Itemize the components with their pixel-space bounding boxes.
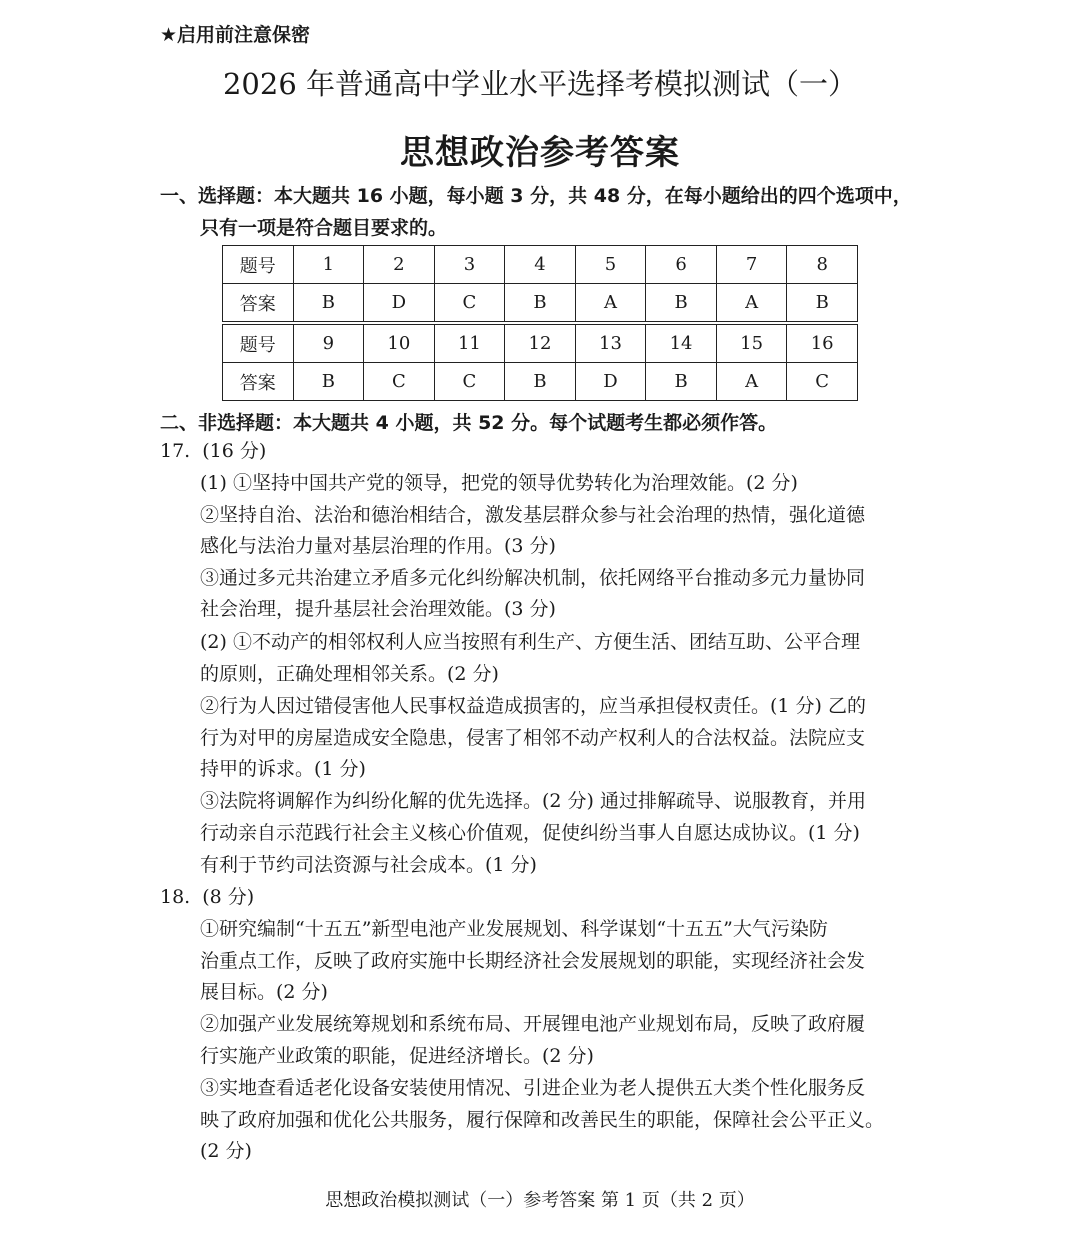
table-row-numbers-2 — [223, 323, 858, 363]
question-number: 5 — [575, 246, 646, 284]
section1-heading-line1: 一、选择题：本大题共 16 小题，每小题 3 分，共 48 分，在每小题给出的四个选项中， — [160, 185, 912, 207]
q18-line: 映了政府加强和优化公共服务，履行保障和改善民生的职能，保障社会公平正义。 — [200, 1109, 885, 1131]
q17-line: 行动亲自示范践行社会主义核心价值观，促使纠纷当事人自愿达成协议。(1 分) — [200, 822, 860, 844]
question-18-header — [160, 882, 254, 914]
question-17-header — [160, 436, 266, 468]
subject-title: 思想政治参考答案 — [400, 133, 680, 173]
q17-line: 社会治理，提升基层社会治理效能。(3 分) — [200, 598, 556, 620]
question-number: 1 — [293, 246, 364, 284]
q17-line: ②行为人因过错侵害他人民事权益造成损害的，应当承担侵权责任。(1 分) 乙的 — [200, 695, 866, 717]
answer-cell: C — [434, 363, 505, 401]
q18-line: ①研究编制“十五五”新型电池产业发展规划、科学谋划“十五五”大气污染防 — [200, 918, 828, 940]
q18-line: 治重点工作，反映了政府实施中长期经济社会发展规划的职能，实现经济社会发 — [200, 950, 866, 972]
question-number: 2 — [364, 246, 435, 284]
q18-line: 展目标。(2 分) — [200, 981, 328, 1003]
answer-cell: B — [505, 363, 576, 401]
answer-cell: A — [716, 363, 787, 401]
answer-cell: A — [575, 284, 646, 324]
answer-cell: D — [575, 363, 646, 401]
answer-cell: D — [364, 284, 435, 324]
question-number: 8 — [787, 246, 858, 284]
answer-cell: B — [646, 363, 717, 401]
answer-cell: B — [505, 284, 576, 324]
question-number-label: 18. — [160, 886, 191, 908]
question-number: 16 — [787, 323, 858, 363]
table-row-answers-1 — [223, 284, 858, 324]
q18-line: ②加强产业发展统筹规划和系统布局、开展锂电池产业规划布局，反映了政府履 — [200, 1013, 866, 1035]
q17-line: (1) ①坚持中国共产党的领导，把党的领导优势转化为治理效能。(2 分) — [200, 472, 798, 494]
question-number: 11 — [434, 323, 505, 363]
row-label: 答案 — [223, 363, 294, 401]
q17-line: 有利于节约司法资源与社会成本。(1 分) — [200, 854, 537, 876]
question-number: 13 — [575, 323, 646, 363]
q18-line: ③实地查看适老化设备安装使用情况、引进企业为老人提供五大类个性化服务反 — [200, 1077, 866, 1099]
answer-cell: B — [293, 284, 364, 324]
question-score: (8 分) — [202, 886, 255, 908]
q17-line: (2) ①不动产的相邻权利人应当按照有利生产、方便生活、团结互助、公平合理 — [200, 631, 860, 653]
q17-line: 行为对甲的房屋造成安全隐患，侵害了相邻不动产权利人的合法权益。法院应支 — [200, 727, 866, 749]
q18-line: 行实施产业政策的职能，促进经济增长。(2 分) — [200, 1045, 594, 1067]
answer-cell: B — [787, 284, 858, 324]
row-label: 答案 — [223, 284, 294, 324]
question-number: 4 — [505, 246, 576, 284]
question-number: 15 — [716, 323, 787, 363]
row-label: 题号 — [223, 246, 294, 284]
row-label: 题号 — [223, 323, 294, 363]
question-number: 6 — [646, 246, 717, 284]
question-score: (16 分) — [202, 440, 267, 462]
section1-heading-line2: 只有一项是符合题目要求的。 — [200, 217, 448, 239]
q17-line: ③法院将调解作为纠纷化解的优先选择。(2 分) 通过排解疏导、说服教育，并用 — [200, 790, 866, 812]
confidential-notice: ★启用前注意保密 — [160, 24, 311, 46]
q18-line: (2 分) — [200, 1140, 252, 1162]
answer-cell: C — [434, 284, 505, 324]
answer-cell: B — [646, 284, 717, 324]
q17-line: ③通过多元共治建立矛盾多元化纠纷解决机制，依托网络平台推动多元力量协同 — [200, 567, 866, 589]
q17-line: ②坚持自治、法治和德治相结合，激发基层群众参与社会治理的热情，强化道德 — [200, 504, 866, 526]
exam-title: 2026 年普通高中学业水平选择考模拟测试（一） — [222, 67, 858, 101]
q17-line: 感化与法治力量对基层治理的作用。(3 分) — [200, 535, 556, 557]
answer-cell: C — [364, 363, 435, 401]
table-row-numbers-1 — [223, 246, 858, 284]
question-number-label: 17. — [160, 440, 191, 462]
question-number: 12 — [505, 323, 576, 363]
answer-cell: B — [293, 363, 364, 401]
page-footer: 思想政治模拟测试（一）参考答案 第 1 页（共 2 页） — [325, 1190, 755, 1211]
answer-table — [222, 245, 858, 401]
answer-cell: A — [716, 284, 787, 324]
table-row-answers-2 — [223, 363, 858, 401]
question-number: 3 — [434, 246, 505, 284]
section2-heading: 二、非选择题：本大题共 4 小题，共 52 分。每个试题考生都必须作答。 — [160, 412, 778, 434]
q17-line: 的原则，正确处理相邻关系。(2 分) — [200, 663, 499, 685]
question-number: 10 — [364, 323, 435, 363]
question-number: 9 — [293, 323, 364, 363]
q17-line: 持甲的诉求。(1 分) — [200, 758, 366, 780]
question-number: 14 — [646, 323, 717, 363]
answer-cell: C — [787, 363, 858, 401]
question-number: 7 — [716, 246, 787, 284]
